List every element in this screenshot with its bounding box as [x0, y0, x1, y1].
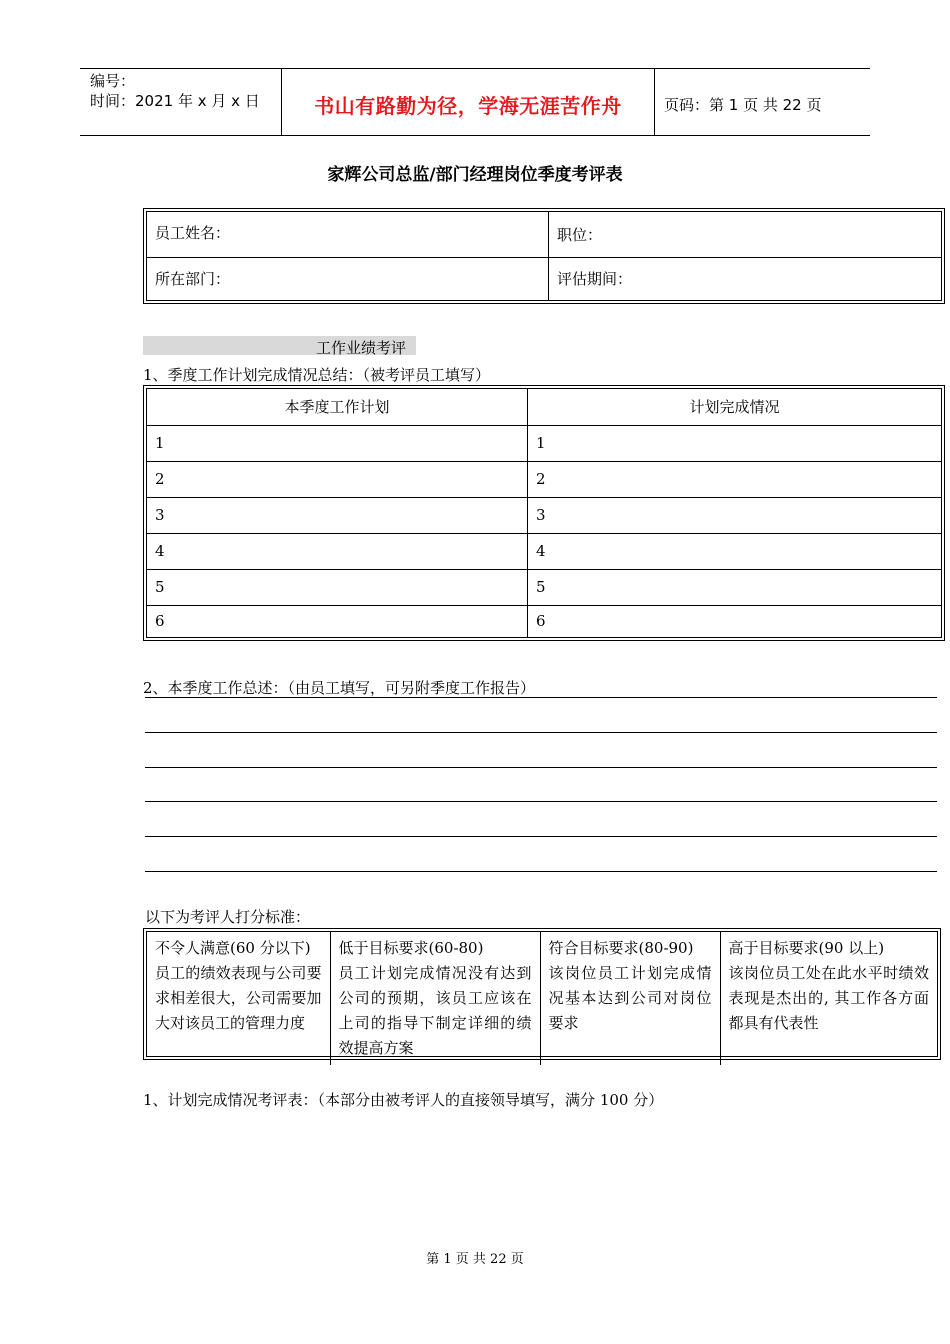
- criteria-col-unsatisfactory: [147, 932, 330, 1065]
- table-row: [147, 461, 941, 497]
- number-label: 编号：: [90, 72, 136, 90]
- page-footer: 第 1 页 共 22 页: [426, 1252, 524, 1267]
- criteria-heading: 以下为考评人打分标准：: [145, 908, 311, 926]
- employee-info-box: [143, 208, 945, 304]
- plan-cell[interactable]: 4: [147, 533, 528, 569]
- department-label: 所在部门：: [155, 270, 231, 289]
- plan-cell[interactable]: 1: [147, 425, 528, 461]
- header-divider-right: [654, 68, 655, 136]
- table-row: [147, 425, 941, 461]
- criteria-col-meets-target: [540, 932, 720, 1065]
- table-row: [147, 533, 941, 569]
- completion-cell[interactable]: 1: [528, 425, 942, 461]
- employee-name-label: 员工姓名：: [155, 224, 231, 242]
- page-label: 页码：第 1 页 共 22 页: [664, 96, 822, 114]
- completion-cell[interactable]: 4: [528, 533, 942, 569]
- section-title: 工作业绩考评: [316, 339, 407, 357]
- writing-line[interactable]: [145, 767, 937, 768]
- criteria-col-above-target: [720, 932, 937, 1065]
- table-row: [147, 497, 941, 533]
- criteria-text: 该岗位员工计划完成情况基本达到公司对岗位要求: [548, 964, 712, 1032]
- table-row: [147, 605, 941, 637]
- completion-cell[interactable]: 3: [528, 497, 942, 533]
- criteria-title: 符合目标要求(80-90): [548, 939, 694, 957]
- completion-col-header: 计划完成情况: [528, 389, 942, 425]
- criteria-text: 该岗位员工处在此水平时绩效表现是杰出的, 其工作各方面都具有代表性: [728, 964, 929, 1032]
- writing-line[interactable]: [145, 801, 937, 802]
- writing-line[interactable]: [145, 871, 937, 872]
- completion-cell[interactable]: 2: [528, 461, 942, 497]
- plan-table-box: [143, 385, 945, 641]
- criteria-col-below-target: [330, 932, 540, 1065]
- plan-table: [147, 389, 941, 637]
- header-bottom-rule: [80, 135, 870, 136]
- evaluation-period-label: 评估期间：: [557, 270, 633, 289]
- criteria-text: 员工计划完成情况没有达到公司的预期，该员工应该在上司的指导下制定详细的绩效提高方案: [338, 964, 532, 1057]
- summary-heading: 2、本季度工作总述：（由员工填写，可另附季度工作报告）: [143, 679, 536, 697]
- writing-line[interactable]: [145, 697, 937, 698]
- plan-cell[interactable]: 6: [147, 605, 528, 637]
- position-label: 职位：: [557, 225, 603, 244]
- plan-col-header: 本季度工作计划: [147, 389, 528, 425]
- plan-heading: 1、季度工作计划完成情况总结：（被考评员工填写）: [143, 366, 491, 384]
- completion-cell[interactable]: 6: [528, 605, 942, 637]
- plan-cell[interactable]: 5: [147, 569, 528, 605]
- criteria-table: [147, 932, 937, 1065]
- completion-cell[interactable]: 5: [528, 569, 942, 605]
- page-title: 家辉公司总监/部门经理岗位季度考评表: [327, 165, 623, 185]
- header-top-rule: [80, 68, 870, 69]
- criteria-title: 低于目标要求(60-80): [338, 939, 484, 957]
- writing-line[interactable]: [145, 732, 937, 733]
- writing-line[interactable]: [145, 836, 937, 837]
- criteria-table-box: [143, 928, 941, 1060]
- motto: 书山有路勤为径，学海无涯苦作舟: [314, 94, 622, 118]
- plan-cell[interactable]: 2: [147, 461, 528, 497]
- evaluation-heading: 1、计划完成情况考评表：（本部分由被考评人的直接领导填写，满分 100 分）: [143, 1091, 664, 1109]
- plan-cell[interactable]: 3: [147, 497, 528, 533]
- criteria-text: 员工的绩效表现与公司要求相差很大，公司需要加大对该员工的管理力度: [155, 964, 322, 1032]
- table-row: [147, 569, 941, 605]
- criteria-title: 高于目标要求(90 以上): [728, 939, 885, 957]
- criteria-title: 不令人满意(60 分以下): [155, 939, 311, 957]
- time-label: 时间：2021 年 x 月 x 日: [90, 92, 260, 110]
